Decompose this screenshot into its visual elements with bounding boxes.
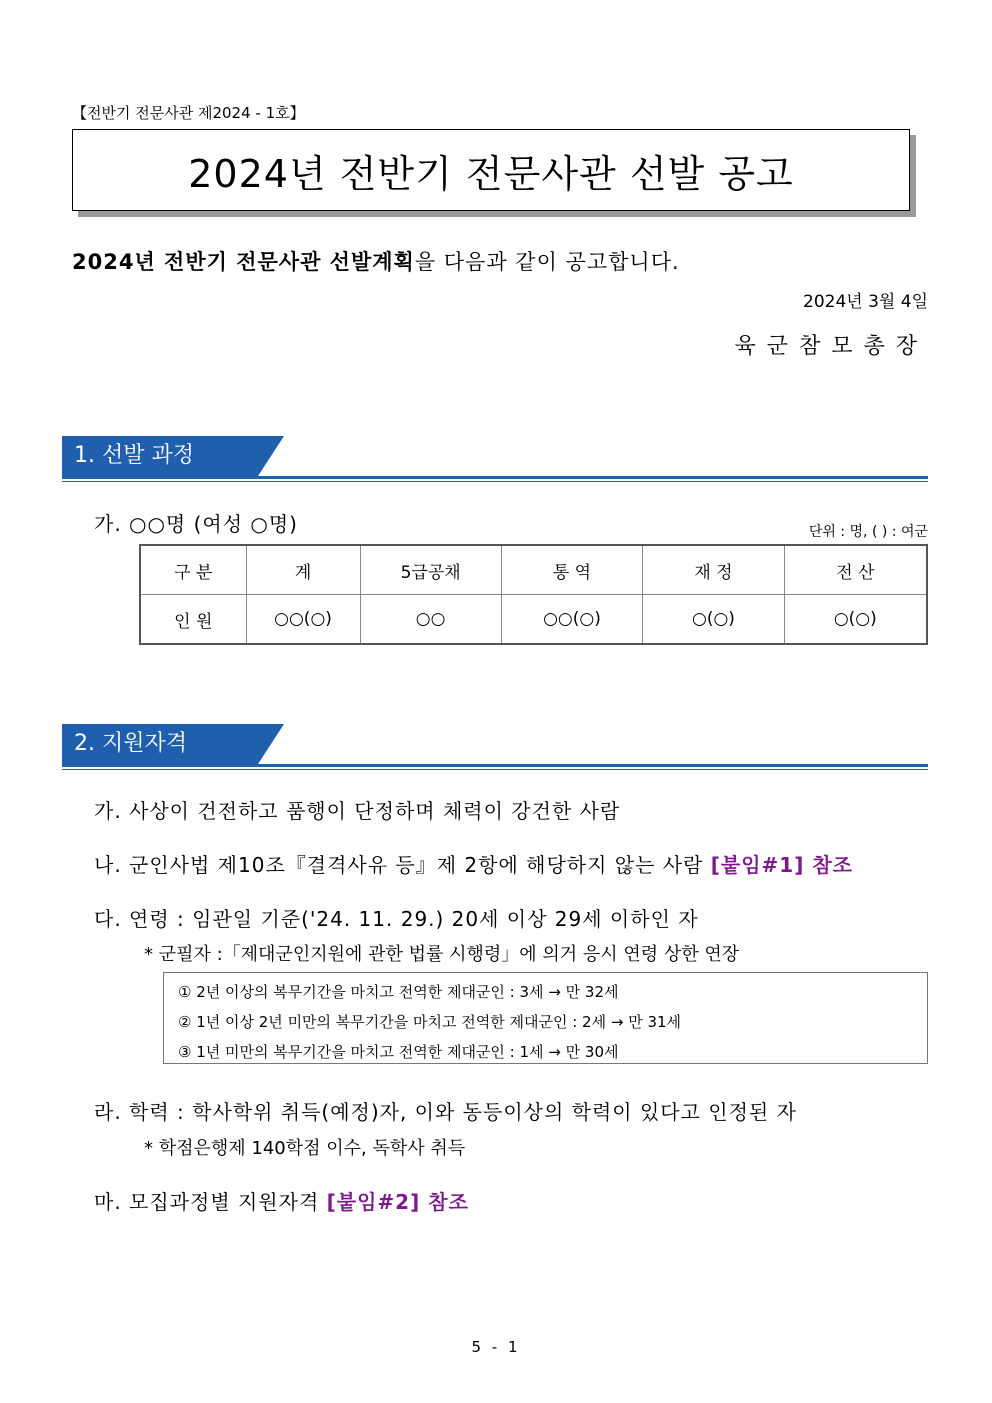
table-cell: 인 원 [140, 595, 246, 645]
attachment-2-reference: [붙임#2] 참조 [326, 1190, 469, 1214]
page-title: 2024년 전반기 전문사관 선발 공고 [188, 151, 794, 196]
veteran-row: ③ 1년 미만의 복무기간을 마치고 전역한 제대군인 : 1세 → 만 30세 [178, 1043, 619, 1061]
attachment-1-reference: [붙임#1] 참조 [710, 853, 853, 877]
qualification-ra: 라. 학력 : 학사학위 취득(예정)자, 이와 동등이상의 학력이 있다고 인정된 자 [94, 1100, 797, 1124]
page-number: 5 - 1 [471, 1338, 521, 1356]
section-2-header [62, 724, 928, 770]
selection-count: 가. ○○명 (여성 ○명) [94, 512, 298, 536]
table-header-cell: 전 산 [784, 545, 927, 595]
announcement-date: 2024년 3월 4일 [803, 292, 928, 312]
table-cell: ○(○) [643, 595, 784, 645]
table-cell: ○○ [360, 595, 501, 645]
qualification-na-text: 나. 군인사법 제10조『결격사유 등』제 2항에 해당하지 않는 사람 [94, 853, 704, 877]
qualification-da: 다. 연령 : 임관일 기준('24. 11. 29.) 20세 이상 29세 이하인 자 [94, 907, 699, 931]
table-row [140, 595, 927, 645]
document-number: 【전반기 전문사관 제2024 - 1호】 [72, 104, 305, 122]
issuer: 육군참모총장 [734, 334, 928, 359]
unit-label: 단위 : 명, ( ) : 여군 [808, 524, 928, 540]
intro-rest: 을 다음과 같이 공고합니다. [414, 250, 680, 274]
table-cell: ○○(○) [246, 595, 360, 645]
table-header-cell: 재 정 [643, 545, 784, 595]
section-1-header [62, 436, 928, 482]
section-1-title: 1. 선발 과정 [62, 436, 258, 476]
section-tab-slant [258, 724, 284, 764]
table-cell: ○(○) [784, 595, 927, 645]
section-2-title: 2. 지원자격 [62, 724, 258, 764]
intro-bold: 2024년 전반기 전문사관 선발계획 [72, 250, 415, 274]
title-box [72, 129, 910, 211]
qualification-ma [94, 1186, 469, 1215]
section-tab-slant [258, 436, 284, 476]
table-header-cell: 계 [246, 545, 360, 595]
table-header-cell: 통 역 [501, 545, 643, 595]
qualification-ga: 가. 사상이 건전하고 품행이 단정하며 체력이 강건한 사람 [94, 799, 621, 823]
section-rule [62, 764, 928, 767]
table-header-cell: 구 분 [140, 545, 246, 595]
qualification-ma-text: 마. 모집과정별 지원자격 [94, 1190, 320, 1214]
credit-bank-note: * 학점은행제 140학점 이수, 독학사 취득 [144, 1138, 466, 1159]
table-header-cell: 5급공채 [360, 545, 501, 595]
veteran-extension-box [163, 972, 928, 1064]
qualification-na [94, 849, 853, 878]
veteran-note: * 군필자 :「제대군인지원에 관한 법률 시행령」에 의거 응시 연령 상한 연장 [144, 944, 740, 965]
section-rule-thin [62, 769, 928, 770]
veteran-row: ② 1년 이상 2년 미만의 복무기간을 마치고 전역한 제대군인 : 2세 → 만 31세 [178, 1013, 682, 1031]
table-header-row [140, 545, 927, 595]
table-cell: ○○(○) [501, 595, 643, 645]
veteran-row: ① 2년 이상의 복무기간을 마치고 전역한 제대군인 : 3세 → 만 32세 [178, 983, 619, 1001]
section-rule-thin [62, 481, 928, 482]
quota-table [139, 544, 928, 645]
intro-sentence [72, 246, 680, 276]
section-rule [62, 476, 928, 479]
